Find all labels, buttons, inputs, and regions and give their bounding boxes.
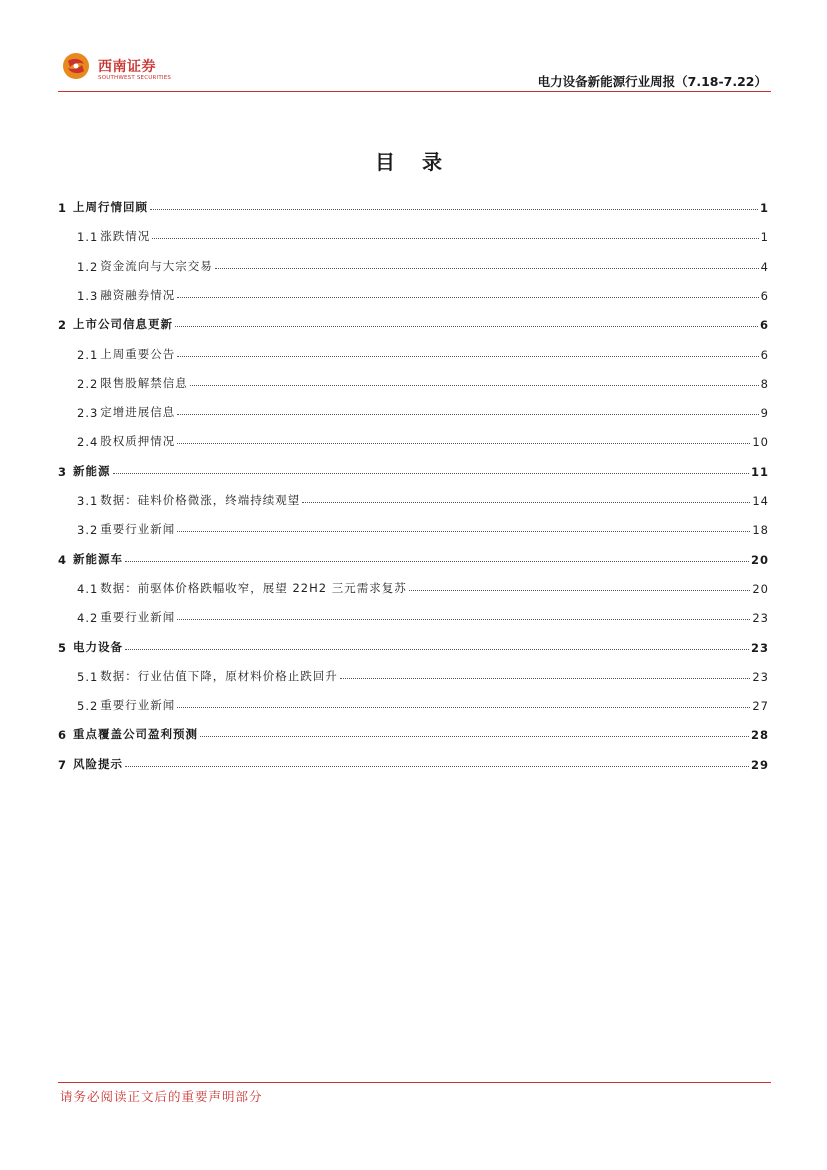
toc-entry-page: 1 — [759, 201, 769, 215]
toc-entry-label: 数据：行业估值下降，原材料价格止跌回升 — [100, 668, 338, 683]
toc-entry-label: 上周重要公告 — [100, 346, 176, 361]
toc-entry-number: 6 — [58, 728, 68, 743]
toc-entry-subsection[interactable] — [58, 429, 769, 449]
toc-entry-subsection[interactable] — [58, 517, 769, 537]
toc-entry-label: 数据：前驱体价格跌幅收窄，展望 22H2 三元需求复苏 — [100, 580, 407, 595]
toc-entry-section[interactable] — [58, 752, 769, 772]
toc-leader-dots — [177, 355, 758, 357]
toc-leader-dots — [190, 384, 759, 386]
toc-entry-subsection[interactable] — [58, 400, 769, 420]
toc-entry-subsection[interactable] — [58, 693, 769, 713]
toc-leader-dots — [113, 472, 749, 474]
toc-entry-label: 涨跌情况 — [100, 229, 151, 244]
toc-entry-label: 重要行业新闻 — [100, 698, 176, 713]
toc-entry-page: 11 — [750, 464, 769, 479]
toc-entry-number: 2.3 — [77, 406, 99, 421]
toc-entry-subsection[interactable] — [58, 664, 769, 684]
toc-entry-subsection[interactable] — [58, 371, 769, 391]
toc-leader-dots — [175, 325, 758, 327]
toc-entry-subsection[interactable] — [58, 224, 769, 244]
toc-entry-number: 5 — [58, 640, 68, 655]
toc-entry-number: 4.2 — [77, 611, 99, 626]
toc-leader-dots — [152, 237, 758, 239]
toc-entry-number: 2 — [58, 318, 68, 333]
logo-emblem-icon — [62, 52, 90, 80]
toc-entry-section[interactable] — [58, 635, 769, 655]
toc-entry-number: 3 — [58, 464, 68, 479]
page-header — [58, 48, 771, 92]
toc-entry-subsection[interactable] — [58, 576, 769, 596]
toc-leader-dots — [409, 589, 751, 591]
toc-entry-section[interactable] — [58, 312, 769, 332]
toc-entry-section[interactable] — [58, 547, 769, 567]
toc-leader-dots — [177, 530, 750, 532]
toc-entry-label: 上市公司信息更新 — [73, 317, 174, 332]
toc-entry-label: 重要行业新闻 — [100, 610, 176, 625]
toc-leader-dots — [125, 560, 749, 562]
toc-leader-dots — [200, 735, 749, 737]
toc-entry-label: 重点覆盖公司盈利预测 — [73, 727, 199, 742]
toc-leader-dots — [177, 413, 758, 415]
toc-leader-dots — [302, 501, 750, 503]
toc-entry-subsection[interactable] — [58, 283, 769, 303]
toc-entry-page: 6 — [760, 347, 769, 362]
toc-entry-label: 上周行情回顾 — [73, 200, 149, 214]
toc-entry-subsection[interactable] — [58, 605, 769, 625]
toc-entry-label: 数据：硅料价格微涨，终端持续观望 — [100, 493, 301, 507]
toc-entry-page: 14 — [752, 494, 769, 508]
toc-entry-subsection[interactable] — [58, 488, 769, 508]
toc-entry-subsection[interactable] — [58, 254, 769, 274]
toc-leader-dots — [177, 618, 750, 620]
toc-entry-number: 1 — [58, 201, 68, 215]
report-title: 电力设备新能源行业周报（7.18-7.22） — [537, 74, 767, 89]
toc-leader-dots — [177, 706, 750, 708]
toc-leader-dots — [177, 442, 750, 444]
toc-entry-page: 27 — [752, 699, 769, 714]
footer-disclaimer: 请务必阅读正文后的重要声明部分 — [60, 1089, 263, 1104]
toc-entry-number: 4.1 — [77, 581, 99, 596]
toc-entry-label: 风险提示 — [73, 756, 124, 771]
toc-leader-dots — [177, 296, 758, 298]
toc-entry-page: 20 — [752, 581, 769, 596]
toc-entry-page: 23 — [752, 611, 769, 626]
toc-entry-page: 23 — [752, 669, 769, 684]
logo-text-en: SOUTHWEST SECURITIES — [98, 75, 172, 81]
toc-leader-dots — [125, 765, 749, 767]
toc-leader-dots — [340, 677, 751, 679]
toc-entry-page: 29 — [750, 757, 769, 772]
toc-entry-page: 1 — [760, 230, 769, 245]
logo-text-cn: 西南证券 — [98, 59, 156, 75]
toc-entry-number: 1.3 — [77, 288, 99, 303]
toc-leader-dots — [150, 208, 758, 210]
company-logo — [62, 50, 172, 86]
toc-entry-label: 电力设备 — [73, 639, 124, 654]
toc-entry-subsection[interactable] — [58, 342, 769, 362]
toc-entry-number: 3.2 — [77, 523, 99, 538]
toc-entry-number: 5.2 — [77, 699, 99, 714]
toc-entry-page: 4 — [760, 259, 769, 274]
toc-entry-label: 定增进展信息 — [100, 405, 176, 420]
toc-entry-label: 资金流向与大宗交易 — [100, 258, 213, 273]
header-divider — [58, 91, 771, 92]
toc-entry-label: 融资融券情况 — [100, 287, 176, 302]
toc-entry-page: 6 — [759, 318, 769, 333]
toc-entry-page: 9 — [760, 406, 769, 421]
toc-heading: 目 录 — [375, 150, 452, 174]
toc-entry-number: 2.4 — [77, 435, 99, 450]
toc-entry-label: 重要行业新闻 — [100, 522, 176, 537]
toc-entry-label: 新能源车 — [73, 551, 124, 566]
toc-entry-number: 2.1 — [77, 347, 99, 362]
toc-entry-number: 3.1 — [77, 494, 99, 508]
toc-entry-page: 28 — [750, 728, 769, 743]
toc-entry-number: 2.2 — [77, 376, 99, 391]
toc-entry-page: 6 — [760, 288, 769, 303]
toc-entry-section[interactable] — [58, 722, 769, 742]
toc-entry-number: 4 — [58, 552, 68, 567]
toc-entry-page: 18 — [752, 523, 769, 538]
toc-entry-page: 10 — [752, 435, 769, 450]
toc-entry-page: 20 — [750, 552, 769, 567]
toc-entry-number: 1.1 — [77, 230, 99, 245]
toc-entry-number: 5.1 — [77, 669, 99, 684]
toc-leader-dots — [125, 648, 749, 650]
footer-divider — [58, 1082, 771, 1083]
toc-entry-page: 8 — [760, 376, 769, 391]
toc-leader-dots — [215, 267, 759, 269]
toc-entry-section[interactable] — [58, 195, 769, 215]
toc-entry-label: 限售股解禁信息 — [100, 375, 188, 390]
toc-entry-label: 新能源 — [73, 463, 111, 478]
toc-entry-number: 7 — [58, 757, 68, 772]
toc-entry-section[interactable] — [58, 459, 769, 479]
toc-entry-label: 股权质押情况 — [100, 434, 176, 449]
toc-entry-page: 23 — [750, 640, 769, 655]
toc-entry-number: 1.2 — [77, 259, 99, 274]
